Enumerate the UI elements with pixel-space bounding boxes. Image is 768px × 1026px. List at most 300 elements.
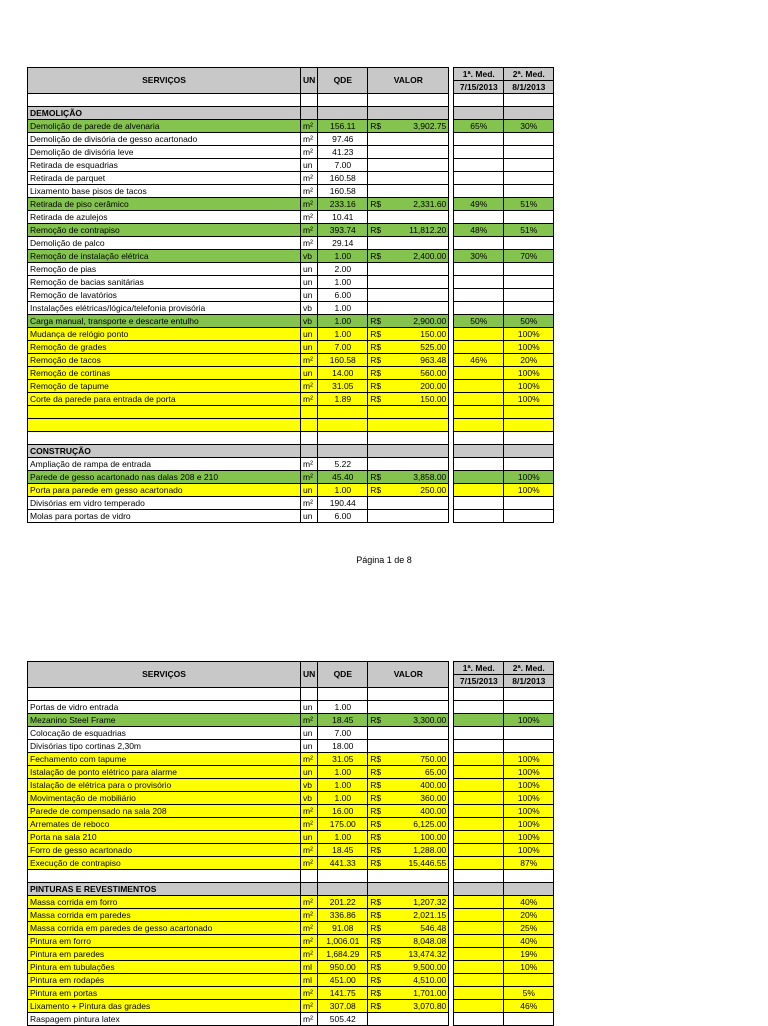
measurement-1-cell: 65%: [454, 120, 504, 133]
unit-cell: m²: [301, 857, 318, 870]
measurement-2-cell: 100%: [504, 393, 554, 406]
value-amount: 2,400.00: [413, 250, 447, 261]
value-cell: [368, 896, 449, 909]
value-cell: [368, 406, 449, 419]
measurement-1-cell: 30%: [454, 250, 504, 263]
value-amount: 6,125.00: [413, 818, 447, 829]
service-description: [28, 870, 301, 883]
unit-cell: m²: [301, 896, 318, 909]
table-row: [28, 987, 554, 1000]
measurement-2-cell: [504, 883, 554, 896]
measurement-1-cell: [454, 146, 504, 159]
header-servicos: SERVIÇOS: [28, 662, 301, 688]
service-description: Colocação de esquadrias: [28, 727, 301, 740]
measurement-1-cell: [454, 909, 504, 922]
quantity-cell: 14.00: [318, 367, 368, 380]
table-row: [28, 172, 554, 185]
unit-cell: un: [301, 766, 318, 779]
service-description: Remoção de pias: [28, 263, 301, 276]
currency-symbol: R$: [370, 354, 382, 365]
table-row: [28, 844, 554, 857]
measurement-2-cell: 25%: [504, 922, 554, 935]
service-description: Pintura em portas: [28, 987, 301, 1000]
currency-symbol: R$: [370, 922, 382, 933]
value-cell: [368, 367, 449, 380]
measurement-1-cell: 50%: [454, 315, 504, 328]
table-row: [28, 909, 554, 922]
service-description: Remoção de cortinas: [28, 367, 301, 380]
quantity-cell: 451.00: [318, 974, 368, 987]
measurement-2-cell: [504, 432, 554, 445]
service-description: PINTURAS E REVESTIMENTOS: [28, 883, 301, 896]
unit-cell: un: [301, 740, 318, 753]
table-row: [28, 406, 554, 419]
value-cell: [368, 987, 449, 1000]
service-description: Retirada de azulejos: [28, 211, 301, 224]
value-cell: [368, 701, 449, 714]
currency-symbol: R$: [370, 792, 382, 803]
currency-symbol: R$: [370, 844, 382, 855]
measurement-2-cell: 100%: [504, 471, 554, 484]
currency-symbol: R$: [370, 393, 382, 404]
quantity-cell: 156.11: [318, 120, 368, 133]
value-cell: [368, 445, 449, 458]
service-description: Pintura em tubulações: [28, 961, 301, 974]
measurement-1-cell: [454, 727, 504, 740]
service-description: Arremates de reboco: [28, 818, 301, 831]
currency-symbol: R$: [370, 484, 382, 495]
unit-cell: un: [301, 341, 318, 354]
measurement-1-cell: [454, 380, 504, 393]
quantity-cell: [318, 445, 368, 458]
quantity-cell: 6.00: [318, 289, 368, 302]
table-row: [28, 198, 554, 211]
measurement-2-cell: [504, 146, 554, 159]
quantity-cell: 1.00: [318, 276, 368, 289]
value-amount: 2,900.00: [413, 315, 447, 326]
value-amount: 3,858.00: [413, 471, 447, 482]
measurement-1-cell: [454, 185, 504, 198]
service-description: Remoção de lavatórios: [28, 289, 301, 302]
table-row: [28, 133, 554, 146]
quantity-cell: 1.89: [318, 393, 368, 406]
value-amount: 13,474.32: [408, 948, 447, 959]
currency-symbol: R$: [370, 753, 382, 764]
quantity-cell: 1,006.01: [318, 935, 368, 948]
value-amount: 1,701.00: [413, 987, 447, 998]
value-cell: [368, 237, 449, 250]
unit-cell: m²: [301, 211, 318, 224]
unit-cell: m²: [301, 471, 318, 484]
header-med1: 1ª. Med.: [454, 662, 504, 675]
unit-cell: un: [301, 701, 318, 714]
service-description: Retirada de esquadrias: [28, 159, 301, 172]
quantity-cell: 1.00: [318, 250, 368, 263]
value-cell: [368, 974, 449, 987]
unit-cell: m²: [301, 922, 318, 935]
service-description: Remoção de tapume: [28, 380, 301, 393]
quantity-cell: 175.00: [318, 818, 368, 831]
header-med2: 2ª. Med.: [504, 662, 554, 675]
measurement-1-cell: [454, 94, 504, 107]
unit-cell: m²: [301, 120, 318, 133]
service-description: Movimentação de mobiliário: [28, 792, 301, 805]
measurement-2-cell: 50%: [504, 315, 554, 328]
currency-symbol: R$: [370, 250, 382, 261]
measurement-1-cell: 46%: [454, 354, 504, 367]
service-description: Porta na sala 210: [28, 831, 301, 844]
currency-symbol: R$: [370, 818, 382, 829]
measurement-2-cell: [504, 419, 554, 432]
table-row: [28, 367, 554, 380]
quantity-cell: 393.74: [318, 224, 368, 237]
currency-symbol: R$: [370, 198, 382, 209]
service-description: Remoção de bacias sanitárias: [28, 276, 301, 289]
quantity-cell: 1.00: [318, 302, 368, 315]
service-description: Parede de compensado na sala 208: [28, 805, 301, 818]
measurement-2-cell: 100%: [504, 844, 554, 857]
unit-cell: vb: [301, 250, 318, 263]
table-row: [28, 224, 554, 237]
value-amount: 750.00: [420, 753, 447, 764]
table-row: [28, 948, 554, 961]
service-description: Fechamento com tapume: [28, 753, 301, 766]
value-cell: [368, 961, 449, 974]
service-description: Portas de vidro entrada: [28, 701, 301, 714]
unit-cell: m²: [301, 224, 318, 237]
service-description: Retirada de parquet: [28, 172, 301, 185]
measurement-2-cell: [504, 740, 554, 753]
unit-cell: un: [301, 484, 318, 497]
value-cell: [368, 844, 449, 857]
table-row: [28, 792, 554, 805]
value-amount: 250.00: [420, 484, 447, 495]
measurement-2-cell: 5%: [504, 987, 554, 1000]
quantity-cell: 1.00: [318, 701, 368, 714]
value-cell: [368, 146, 449, 159]
quantity-cell: 16.00: [318, 805, 368, 818]
quantity-cell: 18.00: [318, 740, 368, 753]
table-row: [28, 857, 554, 870]
service-description: [28, 406, 301, 419]
currency-symbol: R$: [370, 831, 382, 842]
unit-cell: [301, 883, 318, 896]
measurement-1-cell: [454, 935, 504, 948]
measurement-2-cell: [504, 497, 554, 510]
value-cell: [368, 419, 449, 432]
measurement-2-cell: 100%: [504, 380, 554, 393]
measurement-2-cell: 100%: [504, 818, 554, 831]
measurement-2-cell: [504, 263, 554, 276]
measurement-2-cell: 51%: [504, 224, 554, 237]
measurement-1-cell: [454, 276, 504, 289]
unit-cell: m²: [301, 1000, 318, 1013]
measurement-1-cell: [454, 107, 504, 120]
currency-symbol: R$: [370, 1000, 382, 1011]
quantity-cell: 45.40: [318, 471, 368, 484]
currency-symbol: R$: [370, 120, 382, 131]
unit-cell: m²: [301, 805, 318, 818]
unit-cell: vb: [301, 792, 318, 805]
measurement-1-cell: [454, 740, 504, 753]
service-description: [28, 432, 301, 445]
table-row: [28, 753, 554, 766]
currency-symbol: R$: [370, 328, 382, 339]
unit-cell: ml: [301, 961, 318, 974]
measurement-1-cell: [454, 328, 504, 341]
measurement-2-cell: 100%: [504, 328, 554, 341]
service-description: Mudança de relógio ponto: [28, 328, 301, 341]
service-description: Demolição de parede de alvenaria: [28, 120, 301, 133]
table-row: [28, 250, 554, 263]
currency-symbol: R$: [370, 315, 382, 326]
quantity-cell: 1.00: [318, 792, 368, 805]
service-description: Demolição de palco: [28, 237, 301, 250]
unit-cell: m²: [301, 237, 318, 250]
table-row: [28, 974, 554, 987]
value-cell: [368, 302, 449, 315]
unit-cell: [301, 94, 318, 107]
measurement-2-cell: [504, 94, 554, 107]
value-cell: [368, 94, 449, 107]
table-row: [28, 146, 554, 159]
table-row: [28, 510, 554, 523]
table-row: [28, 159, 554, 172]
measurement-2-cell: [504, 276, 554, 289]
unit-cell: m²: [301, 458, 318, 471]
unit-cell: m²: [301, 393, 318, 406]
service-description: Lixamento base pisos de tacos: [28, 185, 301, 198]
service-description: Retirada de piso cerâmico: [28, 198, 301, 211]
unit-cell: un: [301, 276, 318, 289]
value-cell: [368, 766, 449, 779]
quantity-cell: 10.41: [318, 211, 368, 224]
measurement-1-cell: [454, 948, 504, 961]
measurement-2-cell: [504, 458, 554, 471]
unit-cell: un: [301, 510, 318, 523]
unit-cell: m²: [301, 935, 318, 948]
value-cell: [368, 159, 449, 172]
quantity-cell: 1.00: [318, 766, 368, 779]
quantity-cell: 1.00: [318, 831, 368, 844]
value-amount: 8,048.08: [413, 935, 447, 946]
measurement-2-cell: 10%: [504, 961, 554, 974]
value-cell: [368, 727, 449, 740]
table-row: [28, 727, 554, 740]
table-row: [28, 961, 554, 974]
quantity-cell: 5.22: [318, 458, 368, 471]
measurement-1-cell: [454, 393, 504, 406]
table-row: [28, 896, 554, 909]
quantity-cell: 18.45: [318, 844, 368, 857]
table-row: [28, 263, 554, 276]
quantity-cell: 233.16: [318, 198, 368, 211]
table-row: [28, 484, 554, 497]
value-cell: [368, 753, 449, 766]
quantity-cell: 1.00: [318, 779, 368, 792]
table-row: [28, 870, 554, 883]
section-header-row: [28, 445, 554, 458]
value-cell: [368, 315, 449, 328]
quantity-cell: 7.00: [318, 159, 368, 172]
quantity-cell: 441.33: [318, 857, 368, 870]
quantity-cell: 160.58: [318, 354, 368, 367]
value-cell: [368, 831, 449, 844]
table-row: [28, 497, 554, 510]
table-row: [28, 302, 554, 315]
quantity-cell: [318, 419, 368, 432]
service-description: Massa corrida em paredes: [28, 909, 301, 922]
unit-cell: un: [301, 263, 318, 276]
measurement-1-cell: [454, 779, 504, 792]
measurement-1-cell: [454, 445, 504, 458]
value-cell: [368, 510, 449, 523]
unit-cell: un: [301, 727, 318, 740]
value-amount: 9,500.00: [413, 961, 447, 972]
service-description: Pintura em paredes: [28, 948, 301, 961]
table-row: [28, 341, 554, 354]
measurement-1-cell: [454, 510, 504, 523]
measurement-2-cell: [504, 237, 554, 250]
measurement-1-cell: [454, 883, 504, 896]
value-cell: [368, 224, 449, 237]
table-row: [28, 419, 554, 432]
measurement-1-cell: [454, 844, 504, 857]
service-description: DEMOLIÇÃO: [28, 107, 301, 120]
quantity-cell: 7.00: [318, 341, 368, 354]
service-description: [28, 419, 301, 432]
quantity-cell: 160.58: [318, 172, 368, 185]
value-cell: [368, 792, 449, 805]
quantity-cell: 505.42: [318, 1013, 368, 1026]
value-amount: 1,288.00: [413, 844, 447, 855]
currency-symbol: R$: [370, 341, 382, 352]
service-description: Istalação de ponto elétrico para alarme: [28, 766, 301, 779]
unit-cell: m²: [301, 172, 318, 185]
value-cell: [368, 497, 449, 510]
value-cell: [368, 779, 449, 792]
unit-cell: [301, 406, 318, 419]
currency-symbol: R$: [370, 948, 382, 959]
measurement-2-cell: 70%: [504, 250, 554, 263]
measurement-1-cell: [454, 922, 504, 935]
value-amount: 4,510.00: [413, 974, 447, 985]
currency-symbol: R$: [370, 766, 382, 777]
table-row: [28, 701, 554, 714]
unit-cell: [301, 688, 318, 701]
value-amount: 546.48: [420, 922, 447, 933]
measurement-2-cell: 30%: [504, 120, 554, 133]
measurement-2-cell: [504, 133, 554, 146]
service-description: Forro de gesso acartonado: [28, 844, 301, 857]
value-amount: 360.00: [420, 792, 447, 803]
measurement-2-cell: [504, 185, 554, 198]
page-number: Página 1 de 8: [356, 555, 412, 565]
measurement-2-cell: [504, 107, 554, 120]
service-description: Pintura em forro: [28, 935, 301, 948]
unit-cell: un: [301, 159, 318, 172]
value-cell: [368, 328, 449, 341]
header-qde: QDE: [318, 68, 368, 94]
section-header-row: [28, 883, 554, 896]
value-cell: [368, 883, 449, 896]
section-header-row: [28, 107, 554, 120]
service-description: Lixamento + Pintura das grades: [28, 1000, 301, 1013]
services-table-page-2: [27, 661, 554, 1026]
quantity-cell: 31.05: [318, 753, 368, 766]
quantity-cell: 1.00: [318, 484, 368, 497]
value-cell: [368, 432, 449, 445]
unit-cell: m²: [301, 818, 318, 831]
measurement-2-cell: [504, 727, 554, 740]
unit-cell: [301, 870, 318, 883]
service-description: Pintura em rodapés: [28, 974, 301, 987]
quantity-cell: 201.22: [318, 896, 368, 909]
measurement-2-cell: 100%: [504, 805, 554, 818]
service-description: Divisórias tipo cortinas 2,30m: [28, 740, 301, 753]
measurement-1-cell: [454, 766, 504, 779]
currency-symbol: R$: [370, 471, 382, 482]
quantity-cell: 160.58: [318, 185, 368, 198]
measurement-1-cell: [454, 133, 504, 146]
value-amount: 3,300.00: [413, 714, 447, 725]
unit-cell: un: [301, 289, 318, 302]
measurement-2-cell: [504, 406, 554, 419]
measurement-2-cell: [504, 159, 554, 172]
value-cell: [368, 393, 449, 406]
table-row: [28, 354, 554, 367]
value-cell: [368, 120, 449, 133]
table-row: [28, 805, 554, 818]
measurement-1-cell: [454, 211, 504, 224]
service-description: Corte da parede para entrada de porta: [28, 393, 301, 406]
value-amount: 3,070.80: [413, 1000, 447, 1011]
measurement-1-cell: [454, 432, 504, 445]
unit-cell: un: [301, 367, 318, 380]
quantity-cell: 6.00: [318, 510, 368, 523]
table-row: [28, 380, 554, 393]
table-row: [28, 740, 554, 753]
value-cell: [368, 740, 449, 753]
value-cell: [368, 172, 449, 185]
value-amount: 3,902.75: [413, 120, 447, 131]
measurement-2-cell: [504, 510, 554, 523]
service-description: Remoção de grades: [28, 341, 301, 354]
header-un: UN: [301, 68, 318, 94]
table-row: [28, 922, 554, 935]
quantity-cell: 1.00: [318, 328, 368, 341]
table-row: [28, 818, 554, 831]
quantity-cell: 29.14: [318, 237, 368, 250]
value-cell: [368, 922, 449, 935]
quantity-cell: [318, 870, 368, 883]
measurement-1-cell: [454, 1000, 504, 1013]
value-amount: 1,207.32: [413, 896, 447, 907]
value-amount: 963.48: [420, 354, 447, 365]
service-description: Massa corrida em forro: [28, 896, 301, 909]
service-description: Divisórias em vidro temperado: [28, 497, 301, 510]
quantity-cell: 2.00: [318, 263, 368, 276]
table-row: [28, 714, 554, 727]
measurement-1-cell: [454, 406, 504, 419]
value-cell: [368, 250, 449, 263]
currency-symbol: R$: [370, 779, 382, 790]
measurement-2-cell: 87%: [504, 857, 554, 870]
quantity-cell: 7.00: [318, 727, 368, 740]
service-description: Demolição de divisória leve: [28, 146, 301, 159]
unit-cell: m²: [301, 380, 318, 393]
value-cell: [368, 714, 449, 727]
